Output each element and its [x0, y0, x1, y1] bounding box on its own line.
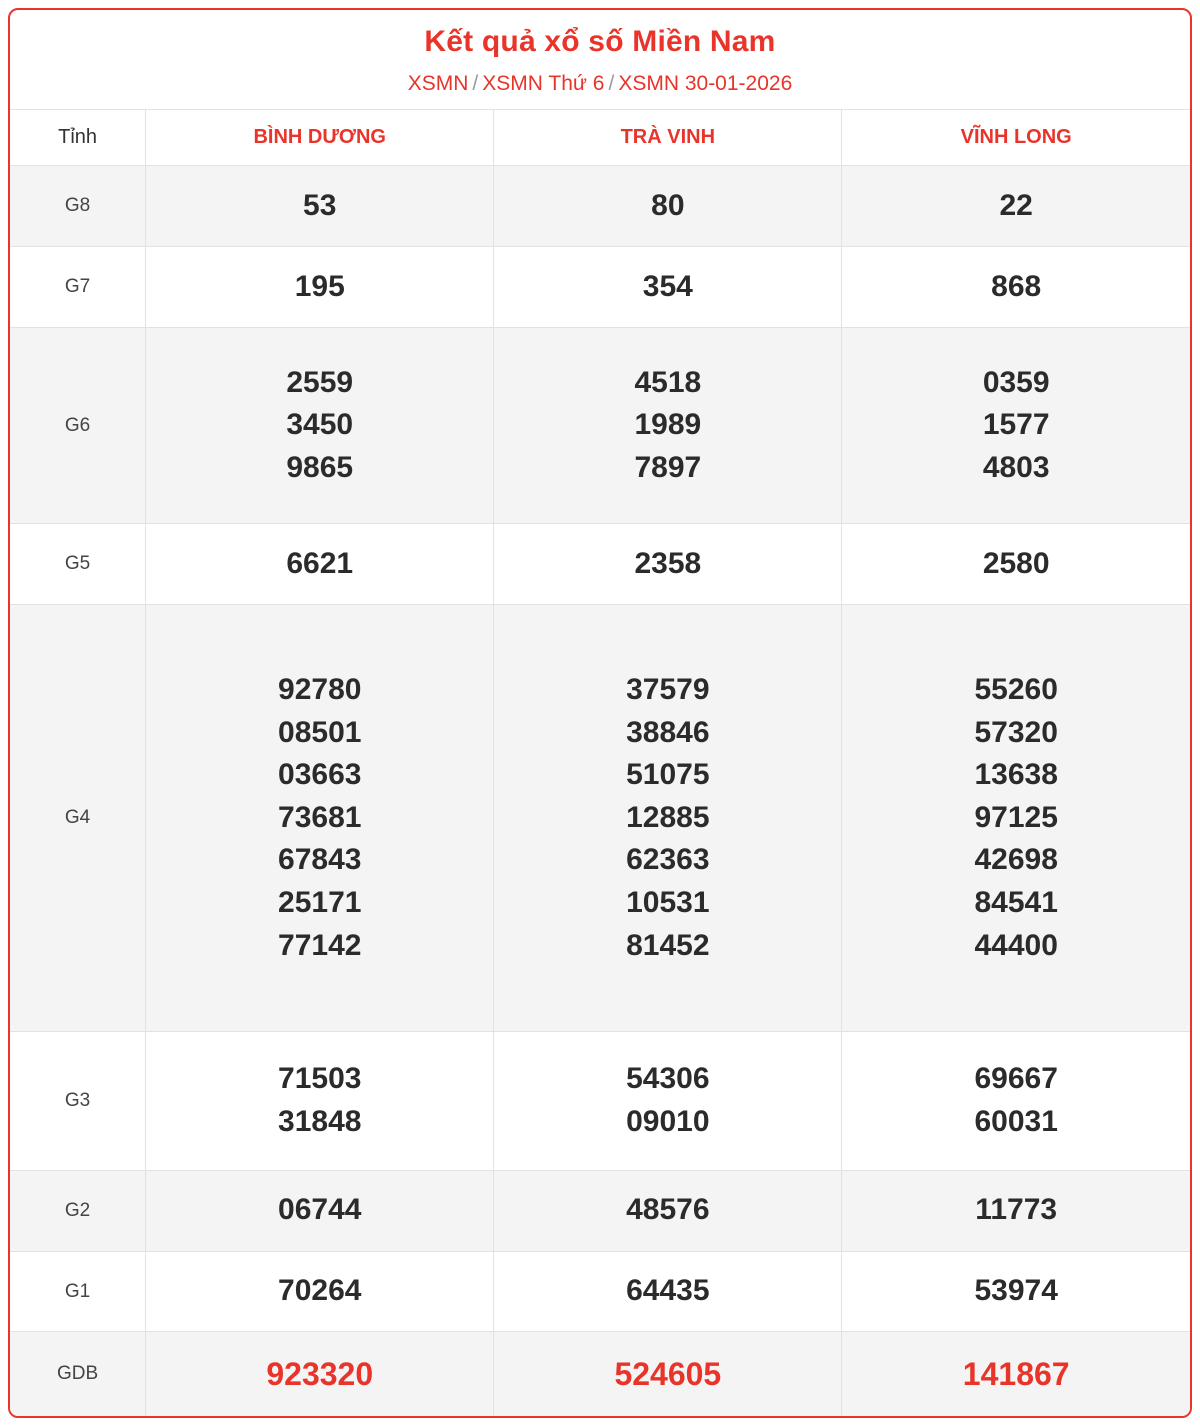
prize-label-g2: G2	[10, 1170, 146, 1251]
prize-numbers-cell	[842, 1170, 1190, 1251]
lottery-number: 1989	[634, 408, 702, 442]
prize-numbers-cell	[842, 327, 1190, 523]
lottery-number: 81452	[626, 928, 710, 962]
lottery-number: 38846	[626, 715, 710, 749]
lottery-number: 09010	[626, 1105, 710, 1139]
prize-numbers-cell	[146, 327, 494, 523]
lottery-number: 25171	[278, 886, 362, 920]
prize-numbers-cell	[146, 524, 494, 605]
lottery-number: 70264	[278, 1274, 362, 1308]
lottery-number: 55260	[974, 673, 1058, 707]
prize-numbers-cell	[494, 327, 842, 523]
table-row	[10, 166, 1190, 247]
lottery-number: 57320	[974, 715, 1058, 749]
table-row	[10, 1332, 1190, 1416]
prize-label-g5: G5	[10, 524, 146, 605]
prize-numbers-cell	[842, 166, 1190, 247]
lottery-number: 354	[642, 269, 693, 303]
lottery-number: 77142	[278, 928, 362, 962]
lottery-number: 37579	[626, 673, 710, 707]
lottery-number: 7897	[634, 450, 702, 484]
lottery-number: 48576	[626, 1193, 710, 1227]
lottery-number: 4518	[634, 365, 702, 399]
prize-numbers-cell	[842, 1332, 1190, 1416]
lottery-number: 53	[303, 188, 337, 222]
card-header	[10, 10, 1190, 109]
lottery-number: 42698	[974, 843, 1058, 877]
table-row	[10, 1032, 1190, 1171]
lottery-result-card	[8, 8, 1192, 1418]
table-row	[10, 524, 1190, 605]
lottery-number: 08501	[278, 715, 362, 749]
prize-numbers-cell	[146, 604, 494, 1031]
results-table	[10, 109, 1190, 1416]
lottery-number: 60031	[974, 1105, 1058, 1139]
table-head	[10, 110, 1190, 166]
lottery-number: 923320	[266, 1355, 374, 1392]
prize-numbers-cell	[146, 166, 494, 247]
lottery-number: 84541	[974, 886, 1058, 920]
page-title: Kết quả xổ số Miền Nam	[424, 25, 776, 58]
prize-numbers-cell	[494, 524, 842, 605]
lottery-number: 11773	[975, 1193, 1058, 1227]
prize-numbers-cell	[494, 1170, 842, 1251]
lottery-number: 64435	[626, 1274, 710, 1308]
prize-numbers-cell	[146, 247, 494, 328]
lottery-number: 9865	[286, 450, 354, 484]
lottery-number: 54306	[626, 1062, 710, 1096]
prize-numbers-cell	[146, 1032, 494, 1171]
table-row	[10, 604, 1190, 1031]
lottery-number: 03663	[278, 758, 362, 792]
lottery-number: 51075	[626, 758, 710, 792]
breadcrumb-item-xsmn[interactable]: XSMN	[407, 72, 469, 95]
lottery-number: 12885	[626, 800, 710, 834]
column-header-prize: Tỉnh	[10, 110, 146, 166]
prize-label-g3: G3	[10, 1032, 146, 1171]
prize-label-gdb: GDB	[10, 1332, 146, 1416]
prize-numbers-cell	[842, 1032, 1190, 1171]
lottery-number: 2580	[982, 546, 1050, 580]
lottery-number: 44400	[974, 928, 1058, 962]
lottery-number: 3450	[286, 408, 354, 442]
lottery-number: 06744	[278, 1193, 362, 1227]
prize-label-g8: G8	[10, 166, 146, 247]
table-row	[10, 247, 1190, 328]
lottery-number: 80	[651, 188, 685, 222]
prize-numbers-cell	[842, 604, 1190, 1031]
prize-numbers-cell	[494, 1332, 842, 1416]
lottery-number: 22	[999, 188, 1033, 222]
breadcrumb-item-date[interactable]: XSMN 30-01-2026	[618, 72, 793, 95]
table-body	[10, 166, 1190, 1416]
breadcrumb-separator: /	[608, 72, 615, 95]
table-row	[10, 1170, 1190, 1251]
prize-numbers-cell	[842, 1251, 1190, 1332]
prize-numbers-cell	[146, 1170, 494, 1251]
lottery-number: 0359	[982, 365, 1050, 399]
lottery-number: 2358	[634, 546, 702, 580]
lottery-number: 2559	[286, 365, 354, 399]
prize-numbers-cell	[494, 1032, 842, 1171]
lottery-number: 62363	[626, 843, 710, 877]
lottery-number: 71503	[278, 1062, 362, 1096]
lottery-number: 10531	[626, 886, 710, 920]
column-header-province-1: BÌNH DƯƠNG	[146, 110, 494, 166]
breadcrumb-separator: /	[472, 72, 479, 95]
lottery-number: 524605	[614, 1355, 722, 1392]
lottery-number: 97125	[974, 800, 1058, 834]
lottery-number: 141867	[962, 1355, 1070, 1392]
prize-numbers-cell	[842, 524, 1190, 605]
lottery-number: 92780	[278, 673, 362, 707]
prize-label-g1: G1	[10, 1251, 146, 1332]
lottery-number: 69667	[974, 1062, 1058, 1096]
prize-numbers-cell	[494, 604, 842, 1031]
table-row	[10, 1251, 1190, 1332]
prize-label-g7: G7	[10, 247, 146, 328]
breadcrumb-item-weekday[interactable]: XSMN Thứ 6	[482, 72, 605, 95]
lottery-number: 868	[991, 269, 1042, 303]
prize-numbers-cell	[494, 1251, 842, 1332]
prize-numbers-cell	[494, 166, 842, 247]
lottery-number: 6621	[286, 546, 354, 580]
lottery-number: 53974	[974, 1274, 1058, 1308]
lottery-number: 13638	[974, 758, 1058, 792]
lottery-number: 73681	[278, 800, 362, 834]
table-row	[10, 327, 1190, 523]
prize-numbers-cell	[842, 247, 1190, 328]
lottery-number: 31848	[278, 1105, 362, 1139]
prize-label-g6: G6	[10, 327, 146, 523]
prize-numbers-cell	[146, 1251, 494, 1332]
lottery-number: 1577	[982, 408, 1050, 442]
prize-label-g4: G4	[10, 604, 146, 1031]
table-header-row	[10, 110, 1190, 166]
column-header-province-3: VĨNH LONG	[842, 110, 1190, 166]
lottery-number: 195	[294, 269, 345, 303]
breadcrumb	[20, 70, 1180, 97]
prize-numbers-cell	[494, 247, 842, 328]
column-header-province-2: TRÀ VINH	[494, 110, 842, 166]
prize-numbers-cell	[146, 1332, 494, 1416]
lottery-number: 4803	[982, 450, 1050, 484]
lottery-number: 67843	[278, 843, 362, 877]
